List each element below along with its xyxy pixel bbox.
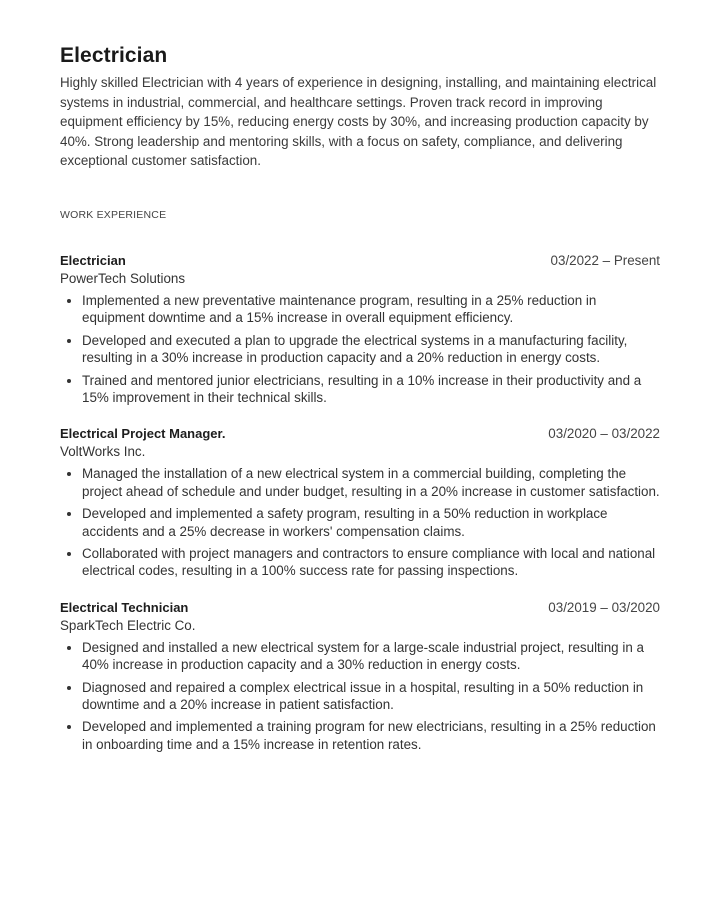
job-entry: [60, 600, 660, 753]
job-bullet: Developed and implemented a safety program, resulting in a 50% reduction in workplace accidents and a 25% decrease in workers' compensation claims.: [82, 505, 662, 540]
job-bullet: Managed the installation of a new electrical system in a commercial building, completing the project ahead of schedule and under budget, resulting in a 20% increase in customer satisfaction.: [82, 465, 662, 500]
job-bullet: Collaborated with project managers and contractors to ensure compliance with local and national electrical codes, resulting in a 100% success rate for passing inspections.: [82, 545, 662, 580]
section-title-work-experience: WORK EXPERIENCE: [60, 208, 167, 221]
job-bullet: Implemented a new preventative maintenance program, resulting in a 25% reduction in equipment downtime and a 15% increase in overall equipment efficiency.: [82, 292, 662, 327]
work-experience-list: [60, 253, 660, 753]
job-dates: 03/2022 – Present: [550, 252, 660, 268]
job-bullets: [60, 639, 662, 753]
job-bullets: [60, 465, 662, 579]
job-bullet: Developed and executed a plan to upgrade the electrical systems in a manufacturing facility, resulting in a 30% increase in production capacity and a 20% reduction in energy costs.: [82, 332, 662, 367]
job-bullets: [60, 292, 662, 406]
job-bullet: Developed and implemented a training program for new electricians, resulting in a 25% reduction in onboarding time and a 15% increase in retention rates.: [82, 718, 662, 753]
job-header: [60, 600, 660, 615]
job-entry: [60, 253, 660, 406]
job-header: [60, 253, 660, 268]
job-company: SparkTech Electric Co.: [60, 617, 196, 633]
job-bullet: Diagnosed and repaired a complex electrical issue in a hospital, resulting in a 50% reduction in downtime and a 20% increase in patient satisfaction.: [82, 679, 662, 714]
job-title: Electrician: [60, 252, 126, 268]
job-dates: 03/2020 – 03/2022: [548, 426, 660, 442]
resume-name: Electrician: [60, 44, 168, 67]
job-dates: 03/2019 – 03/2020: [548, 599, 660, 615]
job-company: VoltWorks Inc.: [60, 444, 146, 460]
job-company: PowerTech Solutions: [60, 270, 186, 286]
job-entry: [60, 426, 660, 579]
job-bullet: Designed and installed a new electrical system for a large-scale industrial project, resulting in a 40% increase in production capacity and a 30% reduction in energy costs.: [82, 639, 662, 674]
job-title: Electrical Technician: [60, 599, 189, 615]
job-header: [60, 426, 660, 441]
resume-summary: Highly skilled Electrician with 4 years of experience in designing, installing, and maintaining electrical systems in industrial, commercial, and healthcare settings. Proven track record in improving equipment efficiency by 15%, reducing energy costs by 30%, and increasing production capacity by 40%. Strong leadership and mentoring skills, with a focus on safety, compliance, and delivering exceptional customer satisfaction.: [60, 75, 657, 169]
job-title: Electrical Project Manager.: [60, 426, 226, 442]
job-bullet: Trained and mentored junior electricians, resulting in a 10% increase in their productivity and a 15% improvement in their technical skills.: [82, 372, 662, 407]
